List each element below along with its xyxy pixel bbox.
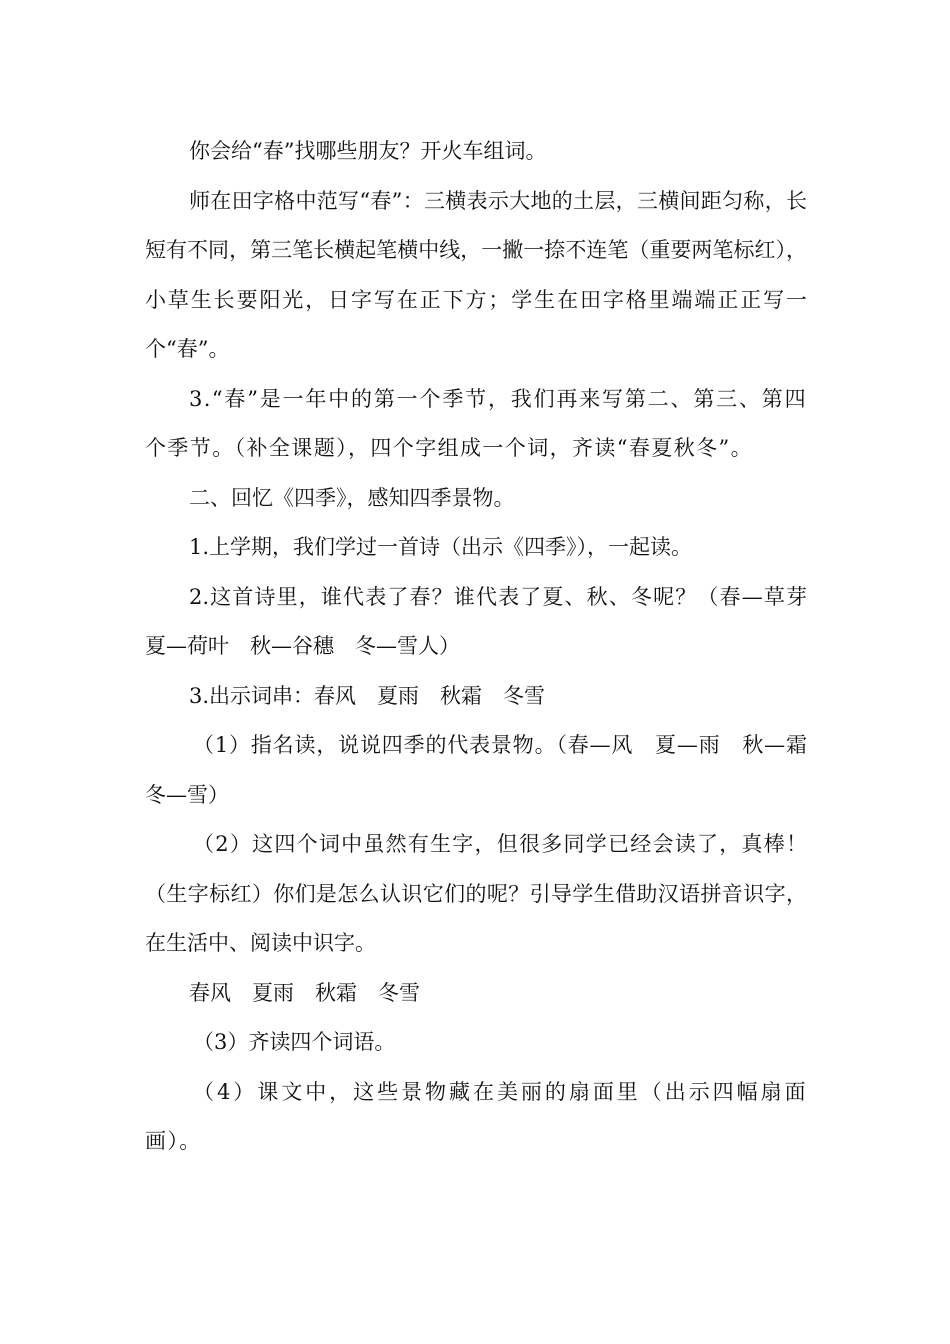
paragraph-2: 师在田字格中范写“春”：三横表示大地的土层，三横间距匀称，长短有不同，第三笔长横起笔横中线，一撇一捺不连笔（重要两笔标红），小草生长要阳光，日字写在正下方；学生在田字格里端端正正写一个“春”。 [145, 188, 807, 361]
paragraph-8: （1）指名读，说说四季的代表景物。（春—风 夏—雨 秋—霜 冬—雪） [145, 733, 807, 807]
paragraph-10: 春风 夏雨 秋霜 冬雪 [189, 980, 420, 1005]
paragraph-3: 3.“春”是一年中的第一个季节，我们再来写第二、第三、第四个季节。（补全课题），四个字组成一个词，齐读“春夏秋冬”。 [145, 386, 807, 460]
document-body [145, 127, 828, 1167]
paragraph-12: （4）课文中，这些景物藏在美丽的扇面里（出示四幅扇面画）。 [145, 1079, 807, 1153]
paragraph-6: 2.这首诗里，谁代表了春？谁代表了夏、秋、冬呢？（春—草芽 夏—荷叶 秋—谷穗 冬—雪人） [145, 584, 828, 658]
paragraph-5: 1.上学期，我们学过一首诗（出示《四季》），一起读。 [189, 535, 693, 559]
paragraph-11: （3）齐读四个词语。 [193, 1030, 396, 1054]
paragraph-7: 3.出示词串：春风 夏雨 秋霜 冬雪 [189, 683, 546, 708]
paragraph-4: 二、回忆《四季》，感知四季景物。 [189, 485, 515, 510]
paragraph-1: 你会给“春”找哪些朋友？开火车组词。 [189, 139, 547, 163]
paragraph-9: （2）这四个词中虽然有生字，但很多同学已经会读了，真棒！（生字标红）你们是怎么认识它们的呢？引导学生借助汉语拼音识字，在生活中、阅读中识字。 [145, 832, 807, 955]
